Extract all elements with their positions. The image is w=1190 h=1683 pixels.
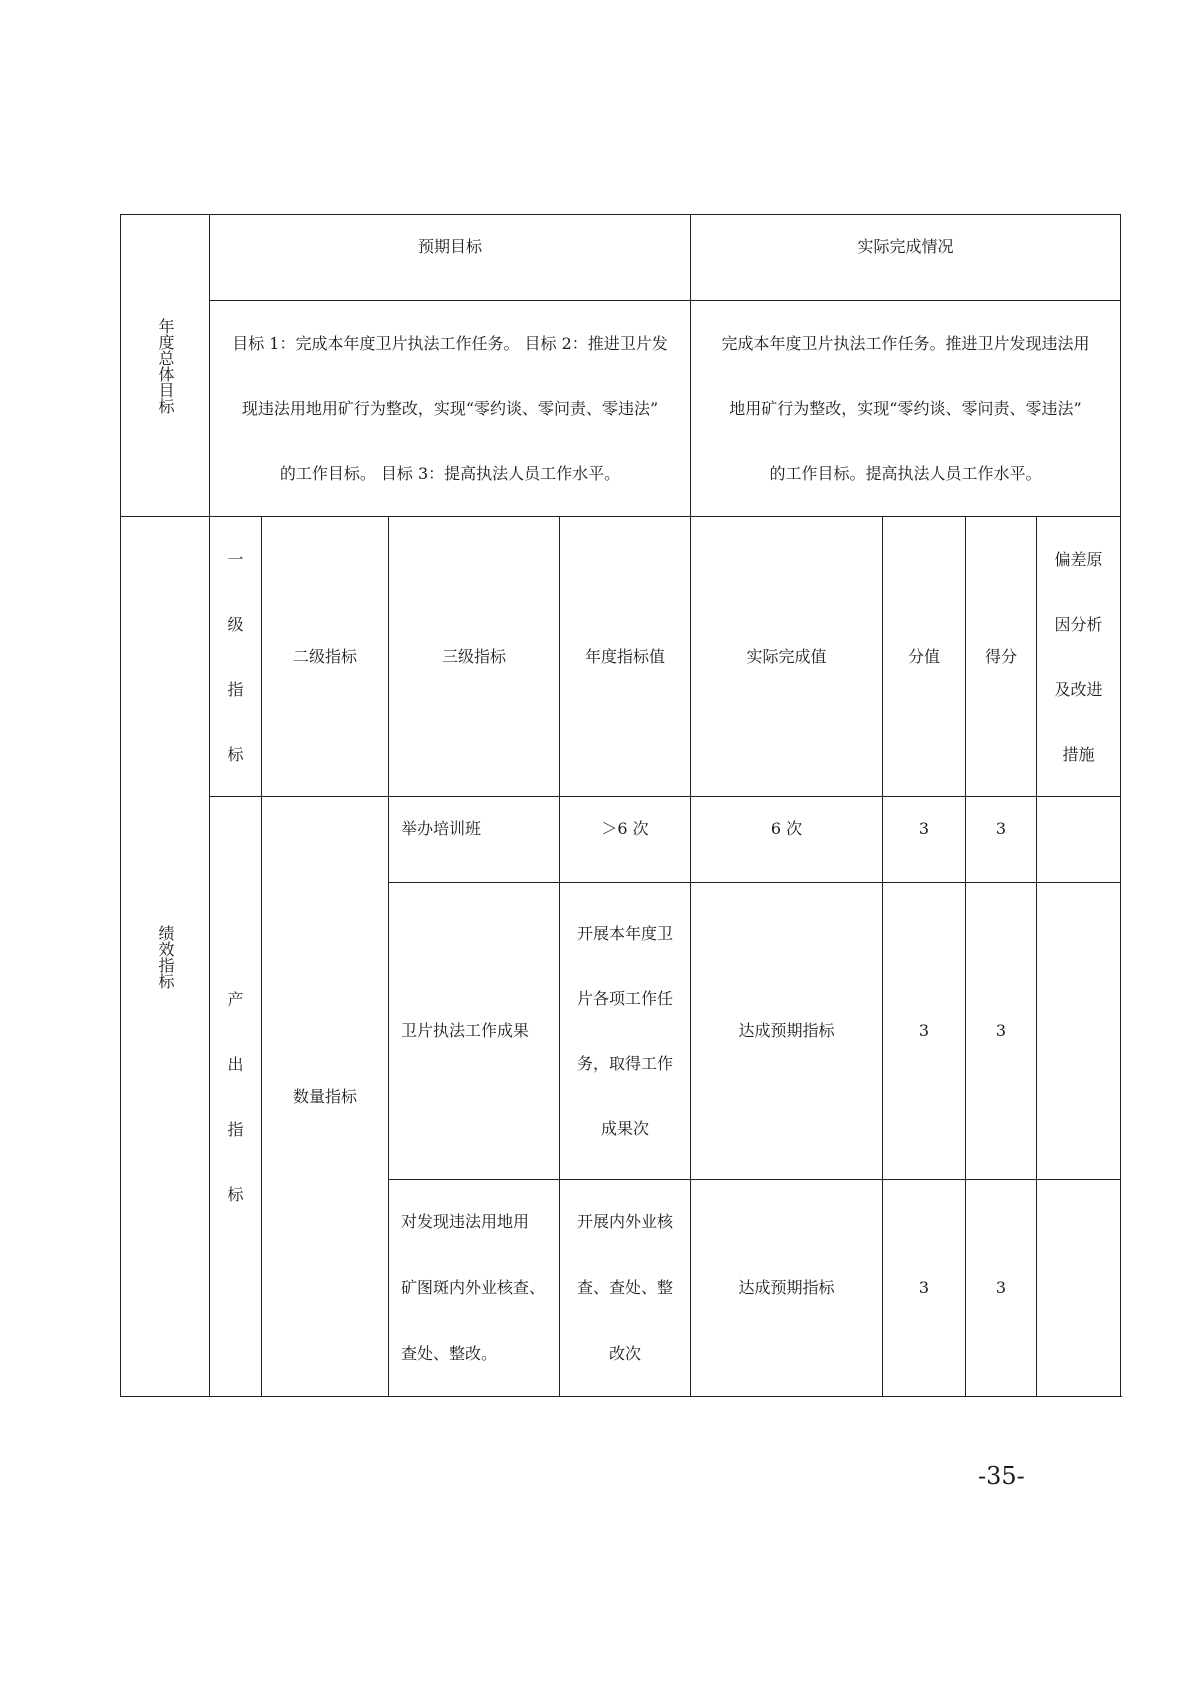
level1-char: 出 bbox=[227, 1054, 244, 1074]
row1-score-got bbox=[965, 796, 1036, 882]
row3-level3-line: 矿图斑内外业核查、 bbox=[401, 1278, 546, 1297]
row2-score-value-text: 3 bbox=[918, 1021, 930, 1040]
row1-deviation bbox=[1036, 796, 1120, 882]
row1-target bbox=[559, 796, 690, 882]
level2-quantity-indicator bbox=[261, 796, 388, 1396]
row3-score-value bbox=[882, 1179, 965, 1396]
row3-actual-text: 达成预期指标 bbox=[738, 1278, 835, 1297]
table-border-bottom bbox=[120, 1396, 1122, 1397]
expected-header-text: 预期目标 bbox=[417, 237, 482, 256]
expected-goals-text bbox=[209, 300, 690, 516]
row3-level3-line: 对发现违法用地用 bbox=[401, 1212, 530, 1231]
header-deviation-line: 因分析 bbox=[1054, 614, 1103, 634]
expected-goals-lines bbox=[232, 311, 668, 506]
header-level1-char: 标 bbox=[227, 744, 244, 764]
row3-level3 bbox=[388, 1179, 559, 1396]
row1-actual-text: 6 次 bbox=[770, 819, 803, 838]
actual-line-2: 地用矿行为整改，实现“零约谈、零问责、零违法” bbox=[729, 399, 1082, 418]
expected-line-3: 的工作目标。 目标 3：提高执法人员工作水平。 bbox=[279, 464, 621, 483]
header-score-got-text: 得分 bbox=[984, 646, 1017, 666]
row1-level3 bbox=[388, 796, 559, 882]
row3-target-line: 改次 bbox=[608, 1344, 641, 1363]
row3-target-line: 查、查处、整 bbox=[576, 1278, 673, 1297]
expected-line-2: 现违法用地用矿行为整改，实现“零约谈、零问责、零违法” bbox=[241, 399, 659, 418]
row3-actual bbox=[690, 1179, 882, 1396]
row1-actual bbox=[690, 796, 882, 882]
actual-header bbox=[690, 214, 1120, 300]
row3-target-lines bbox=[577, 1189, 673, 1387]
header-level2-text: 二级指标 bbox=[292, 646, 357, 666]
row3-score-got-text: 3 bbox=[995, 1278, 1007, 1297]
actual-goals-lines bbox=[721, 311, 1089, 506]
header-actual-value-text: 实际完成值 bbox=[746, 646, 827, 666]
row2-target-line: 开展本年度卫 bbox=[576, 924, 673, 943]
row1-target-text: ＞6 次 bbox=[601, 819, 649, 838]
actual-header-text: 实际完成情况 bbox=[857, 237, 954, 256]
row1-score-value-text: 3 bbox=[918, 819, 930, 838]
header-deviation-line: 偏差原 bbox=[1054, 549, 1103, 569]
header-level1-char: 指 bbox=[227, 679, 244, 699]
header-deviation-line: 措施 bbox=[1062, 744, 1095, 764]
row3-score-value-text: 3 bbox=[918, 1278, 930, 1297]
actual-line-3: 的工作目标。提高执法人员工作水平。 bbox=[769, 464, 1042, 483]
row2-score-got-text: 3 bbox=[995, 1021, 1007, 1040]
header-level1-char: 级 bbox=[227, 614, 244, 634]
row2-score-got bbox=[965, 882, 1036, 1179]
row2-actual bbox=[690, 882, 882, 1179]
header-deviation-line: 及改进 bbox=[1054, 679, 1103, 699]
expected-header bbox=[209, 214, 690, 300]
header-level1 bbox=[209, 516, 261, 796]
row2-target-lines bbox=[577, 901, 673, 1161]
row2-target-line: 成果次 bbox=[600, 1119, 649, 1138]
header-score-value-text: 分值 bbox=[907, 646, 940, 666]
header-deviation bbox=[1036, 516, 1120, 796]
header-level1-lines bbox=[227, 527, 243, 787]
level1-output-indicator bbox=[209, 796, 261, 1396]
row3-score-got bbox=[965, 1179, 1036, 1396]
header-score-got bbox=[965, 516, 1036, 796]
header-level2 bbox=[261, 516, 388, 796]
row3-target bbox=[559, 1179, 690, 1396]
row2-score-value bbox=[882, 882, 965, 1179]
performance-section-label-text: 绩效指标 bbox=[156, 924, 175, 989]
header-deviation-lines bbox=[1054, 527, 1102, 787]
row2-target-line: 务，取得工作 bbox=[576, 1054, 673, 1073]
level1-output-lines bbox=[227, 967, 243, 1227]
level1-char: 标 bbox=[227, 1184, 244, 1204]
row2-actual-text: 达成预期指标 bbox=[738, 1021, 835, 1040]
row2-target-line: 片各项工作任 bbox=[576, 989, 673, 1008]
row1-score-got-text: 3 bbox=[995, 819, 1007, 838]
row2-level3 bbox=[388, 882, 559, 1179]
page-number: -35- bbox=[978, 1462, 1025, 1490]
goals-section-label bbox=[120, 214, 209, 516]
header-level1-char: 一 bbox=[227, 549, 244, 569]
level1-char: 指 bbox=[227, 1119, 244, 1139]
row3-target-line: 开展内外业核 bbox=[576, 1212, 673, 1231]
row3-level3-lines bbox=[401, 1189, 545, 1387]
level2-text: 数量指标 bbox=[292, 1086, 357, 1106]
goals-section-label-text: 年度总体目标 bbox=[156, 317, 175, 414]
level1-char: 产 bbox=[227, 989, 244, 1009]
row1-level3-text: 举办培训班 bbox=[401, 819, 482, 838]
actual-line-1: 完成本年度卫片执法工作任务。推进卫片发现违法用 bbox=[721, 334, 1090, 353]
header-annual-target-text: 年度指标值 bbox=[584, 646, 665, 666]
row3-deviation bbox=[1036, 1179, 1120, 1396]
row3-level3-line: 查处、整改。 bbox=[401, 1344, 498, 1363]
header-annual-target bbox=[559, 516, 690, 796]
row1-score-value bbox=[882, 796, 965, 882]
header-actual-value bbox=[690, 516, 882, 796]
row2-target bbox=[559, 882, 690, 1179]
row2-deviation bbox=[1036, 882, 1120, 1179]
table-border-right bbox=[1120, 214, 1121, 1397]
header-score-value bbox=[882, 516, 965, 796]
header-level3 bbox=[388, 516, 559, 796]
actual-goals-text bbox=[690, 300, 1120, 516]
header-level3-text: 三级指标 bbox=[441, 646, 506, 666]
expected-line-1: 目标 1：完成本年度卫片执法工作任务。 目标 2：推进卫片发 bbox=[232, 334, 668, 353]
row2-level3-text: 卫片执法工作成果 bbox=[401, 1021, 530, 1040]
performance-section-label bbox=[120, 516, 209, 1396]
